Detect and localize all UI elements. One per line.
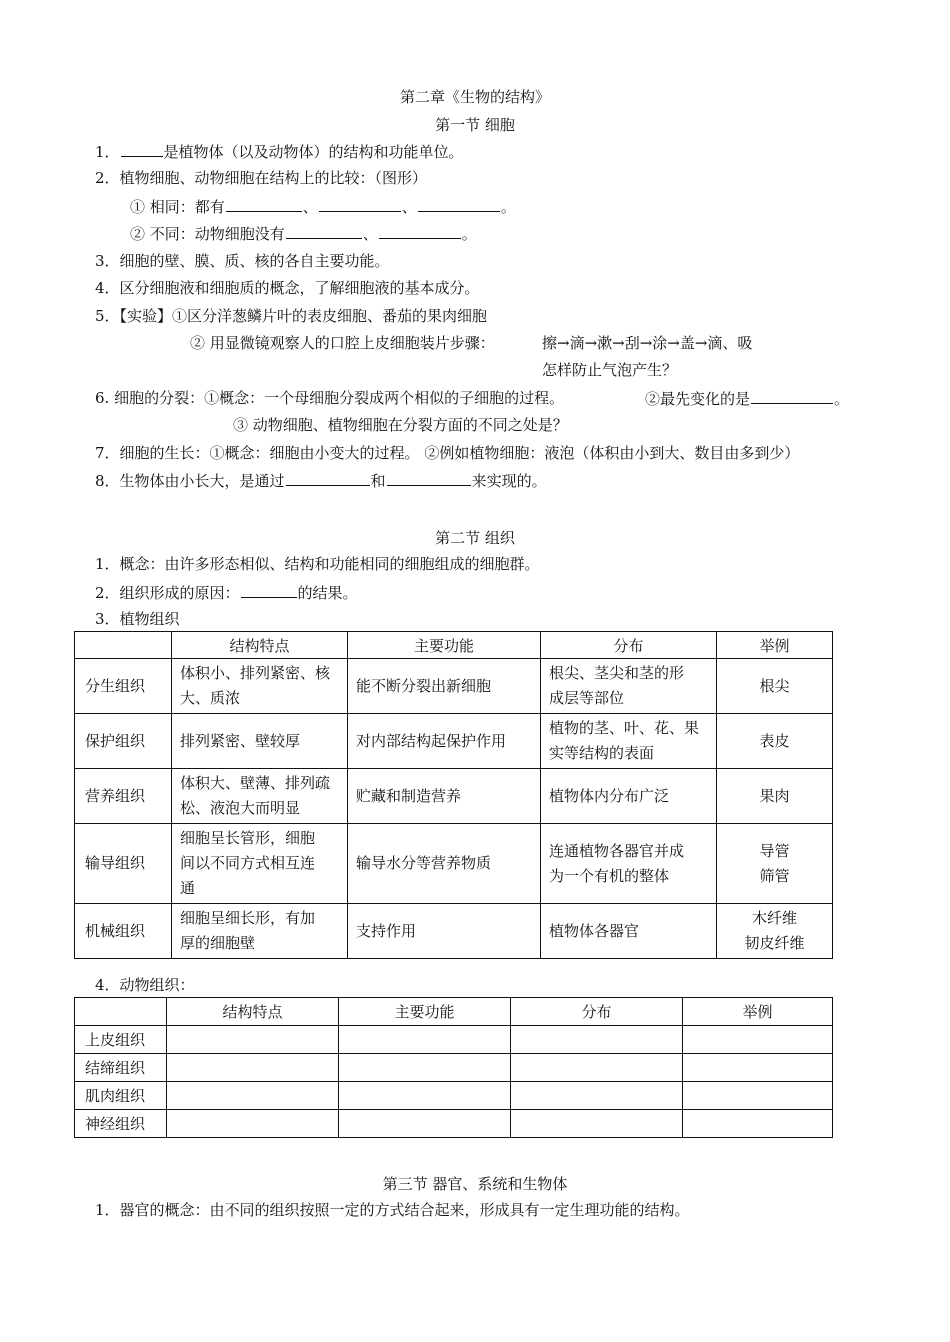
plant-distribution-cell-line: 植物体内分布广泛 [549,786,670,805]
plant-header-structure: 结构特点 [172,632,348,659]
plant-examples-cell-line: 木纤维 [751,909,797,927]
animal-function-cell[interactable] [339,1110,511,1138]
blank-1[interactable] [121,141,163,157]
animal-table-header-row [75,998,833,1026]
plant-examples-cell-line: 导管 [759,841,790,860]
plant-examples-cell [717,824,833,904]
plant-distribution-cell-line: 植物体各器官 [549,921,640,940]
plant-structure-cell-line: 体积大、壁薄、排列疏 [180,774,331,792]
s2-item1: 1．概念：由许多形态相似、结构和功能相同的细胞组成的细胞群。 [95,555,540,573]
plant-structure-cell-line: 细胞呈长管形，细胞 [180,829,316,847]
s1-item2b: ② 不同：动物细胞没有 、 。 [130,225,477,243]
animal-table-row [75,1082,833,1110]
s3-item1: 1．器官的概念：由不同的组织按照一定的方式结合起来，形成具有一定生理功能的结构。 [95,1201,690,1219]
section3-title: 第三节 器官、系统和生物体 [382,1175,568,1193]
animal-examples-cell[interactable] [683,1110,833,1138]
blank-2b-1[interactable] [286,223,362,239]
s1-item2a: ① 相同：都有 、 、 。 [130,198,516,216]
blank-2a-1[interactable] [226,196,302,212]
animal-row-name: 上皮组织 [75,1026,167,1054]
plant-row-name: 保护组织 [75,714,172,769]
animal-header-structure: 结构特点 [167,998,339,1026]
plant-structure-cell-line: 细胞呈细长形，有加 [180,909,316,927]
s1-item5: 5．【实验】①区分洋葱鳞片叶的表皮细胞、番茄的果肉细胞 [95,307,488,325]
plant-examples-cell [717,659,833,714]
plant-distribution-cell [541,824,717,904]
s2-item2: 2．组织形成的原因： 的结果。 [95,584,358,602]
animal-row-name: 神经组织 [75,1110,167,1138]
blank-s2-2[interactable] [241,582,297,598]
animal-tissue-table [74,997,833,1138]
animal-distribution-cell[interactable] [511,1026,683,1054]
blank-2b-2[interactable] [379,223,461,239]
blank-8-2[interactable] [387,470,471,486]
animal-table-row [75,1054,833,1082]
blank-2a-2[interactable] [319,196,401,212]
s2-item4: 4．动物组织： [95,976,195,994]
s1-item7: 7．细胞的生长：①概念：细胞由小变大的过程。 ②例如植物细胞：液泡（体积由小到大、数目由多到少） [95,444,800,462]
plant-table-row [75,824,833,904]
plant-distribution-cell-line: 实等结构的表面 [549,744,655,762]
plant-row-name: 机械组织 [75,904,172,959]
animal-distribution-cell[interactable] [511,1054,683,1082]
s1-item5b: ② 用显微镜观察人的口腔上皮细胞装片步骤： [190,334,495,352]
plant-structure-cell [172,904,348,959]
s1-item5b-steps: 擦→滴→漱→刮→涂→盖→滴、吸 [542,334,753,352]
plant-function-cell: 能不断分裂出新细胞 [348,659,541,714]
section2-title: 第二节 组织 [435,529,515,547]
plant-header-function: 主要功能 [348,632,541,659]
plant-examples-cell-line: 韧皮纤维 [744,934,805,952]
animal-table-row [75,1110,833,1138]
animal-function-cell[interactable] [339,1026,511,1054]
animal-structure-cell[interactable] [167,1026,339,1054]
animal-distribution-cell[interactable] [511,1110,683,1138]
plant-table-row [75,659,833,714]
animal-examples-cell[interactable] [683,1054,833,1082]
animal-function-cell[interactable] [339,1082,511,1110]
plant-row-name: 输导组织 [75,824,172,904]
animal-examples-cell[interactable] [683,1026,833,1054]
s1-item6: 6. 细胞的分裂：①概念：一个母细胞分裂成两个相似的子细胞的过程。 [95,389,565,407]
plant-table-row [75,769,833,824]
plant-structure-cell-line: 排列紧密、壁较厚 [180,731,301,750]
plant-examples-cell-line: 筛管 [759,866,790,885]
blank-8-1[interactable] [286,470,370,486]
s1-item1: 1． 是植物体（以及动物体）的结构和功能单位。 [95,143,464,161]
animal-row-name: 结缔组织 [75,1054,167,1082]
s1-item2: 2．植物细胞、动物细胞在结构上的比较：（图形） [95,169,428,187]
plant-structure-cell-line: 通 [180,879,196,897]
animal-header-distribution: 分布 [511,998,683,1026]
animal-header-function: 主要功能 [339,998,511,1026]
plant-table-row [75,904,833,959]
animal-structure-cell[interactable] [167,1054,339,1082]
plant-header-distribution: 分布 [541,632,717,659]
plant-distribution-cell-line: 成层等部位 [549,689,625,707]
plant-structure-cell-line: 厚的细胞壁 [180,934,256,952]
s1-item6c: ③ 动物细胞、植物细胞在分裂方面的不同之处是？ [233,416,568,434]
plant-header-blank [75,632,172,659]
plant-structure-cell-line: 松、液泡大而明显 [180,799,301,817]
plant-distribution-cell [541,659,717,714]
plant-examples-cell [717,904,833,959]
animal-structure-cell[interactable] [167,1110,339,1138]
plant-structure-cell-line: 大、质浓 [180,689,241,707]
plant-structure-cell [172,769,348,824]
s1-item8: 8．生物体由小长大，是通过 和 来实现的。 [95,472,547,490]
s1-item6b: ②最先变化的是 。 [645,390,850,408]
plant-distribution-cell-line: 为一个有机的整体 [549,866,670,885]
plant-distribution-cell-line: 根尖、茎尖和茎的形 [549,664,685,682]
plant-tissue-table [74,631,833,959]
s1-item3: 3．细胞的壁、膜、质、核的各自主要功能。 [95,252,390,270]
plant-row-name: 分生组织 [75,659,172,714]
plant-structure-cell-line: 间以不同方式相互连 [180,854,316,872]
plant-examples-cell [717,714,833,769]
plant-header-examples: 举例 [717,632,833,659]
plant-distribution-cell [541,769,717,824]
animal-header-examples: 举例 [683,998,833,1026]
animal-structure-cell[interactable] [167,1082,339,1110]
animal-table-row [75,1026,833,1054]
plant-distribution-cell-line: 植物的茎、叶、花、果 [549,719,700,737]
plant-table-header-row [75,632,833,659]
chapter-title: 第二章《生物的结构》 [399,88,550,106]
plant-structure-cell [172,714,348,769]
plant-function-cell: 贮藏和制造营养 [348,769,541,824]
plant-distribution-cell [541,714,717,769]
animal-distribution-cell[interactable] [511,1082,683,1110]
animal-header-blank [75,998,167,1026]
animal-row-name: 肌肉组织 [75,1082,167,1110]
plant-distribution-cell [541,904,717,959]
plant-examples-cell [717,769,833,824]
plant-examples-cell-line: 根尖 [759,676,790,695]
plant-row-name: 营养组织 [75,769,172,824]
plant-function-cell: 对内部结构起保护作用 [348,714,541,769]
plant-structure-cell-line: 体积小、排列紧密、核 [180,664,331,682]
blank-6[interactable] [751,388,833,404]
plant-examples-cell-line: 表皮 [759,731,790,750]
plant-distribution-cell-line: 连通植物各器官并成 [549,841,685,860]
plant-table-row [75,714,833,769]
section1-title: 第一节 细胞 [435,116,515,134]
plant-structure-cell [172,824,348,904]
animal-function-cell[interactable] [339,1054,511,1082]
animal-examples-cell[interactable] [683,1082,833,1110]
s1-item4: 4．区分细胞液和细胞质的概念，了解细胞液的基本成分。 [95,279,480,297]
blank-2a-3[interactable] [418,196,500,212]
s2-item3: 3．植物组织 [95,610,180,628]
plant-examples-cell-line: 果肉 [759,786,790,805]
plant-structure-cell [172,659,348,714]
plant-function-cell: 输导水分等营养物质 [348,824,541,904]
s1-item5c: 怎样防止气泡产生？ [542,361,678,379]
plant-function-cell: 支持作用 [348,904,541,959]
